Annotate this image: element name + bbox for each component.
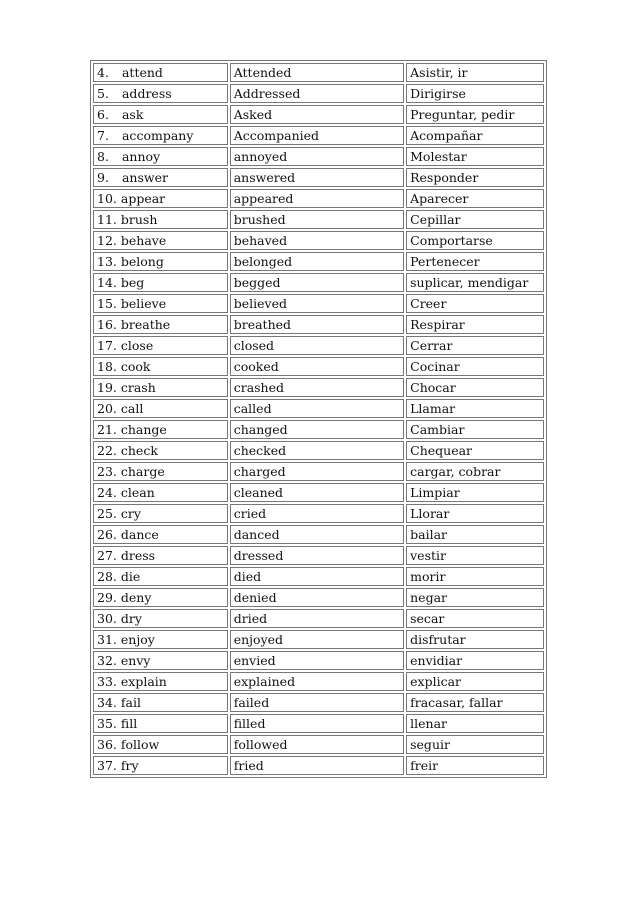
base-verb-cell — [93, 525, 228, 544]
table-row — [93, 189, 544, 208]
row-number: 19. — [97, 380, 117, 395]
past-tense-cell: begged — [230, 273, 404, 292]
base-verb: clean — [120, 485, 155, 500]
row-number: 32. — [97, 653, 117, 668]
row-number: 16. — [97, 317, 117, 332]
row-number: 22. — [97, 443, 117, 458]
table-row — [93, 546, 544, 565]
table-row — [93, 714, 544, 733]
base-verb: dry — [120, 611, 142, 626]
base-verb: die — [120, 569, 141, 584]
base-verb-cell — [93, 84, 228, 103]
base-verb-cell — [93, 63, 228, 82]
base-verb: envy — [120, 653, 151, 668]
base-verb: believe — [120, 296, 167, 311]
row-number: 26. — [97, 527, 117, 542]
spanish-translation-cell: suplicar, mendigar — [406, 273, 544, 292]
spanish-translation-cell: negar — [406, 588, 544, 607]
verb-table — [90, 60, 547, 778]
base-verb: behave — [120, 233, 167, 248]
row-number: 9. — [97, 170, 109, 185]
base-verb-cell — [93, 441, 228, 460]
row-number: 25. — [97, 506, 117, 521]
table-row — [93, 567, 544, 586]
spanish-translation-cell: vestir — [406, 546, 544, 565]
spanish-translation-cell: morir — [406, 567, 544, 586]
row-number: 35. — [97, 716, 117, 731]
spanish-translation-cell: Aparecer — [406, 189, 544, 208]
base-verb: answer — [121, 170, 168, 185]
spanish-translation-cell: Cambiar — [406, 420, 544, 439]
past-tense-cell: envied — [230, 651, 404, 670]
spanish-translation-cell: Asistir, ir — [406, 63, 544, 82]
spanish-translation-cell: freir — [406, 756, 544, 775]
base-verb: fry — [120, 758, 139, 773]
past-tense-cell: danced — [230, 525, 404, 544]
row-number: 34. — [97, 695, 117, 710]
table-row — [93, 588, 544, 607]
past-tense-cell: Attended — [230, 63, 404, 82]
base-verb-cell — [93, 714, 228, 733]
past-tense-cell: behaved — [230, 231, 404, 250]
base-verb-cell — [93, 756, 228, 775]
table-row — [93, 420, 544, 439]
row-number: 30. — [97, 611, 117, 626]
base-verb-cell — [93, 210, 228, 229]
base-verb-cell — [93, 399, 228, 418]
row-number: 8. — [97, 149, 109, 164]
table-row — [93, 693, 544, 712]
row-number: 12. — [97, 233, 117, 248]
base-verb: dance — [120, 527, 159, 542]
past-tense-cell: called — [230, 399, 404, 418]
spanish-translation-cell: fracasar, fallar — [406, 693, 544, 712]
spanish-translation-cell: Cerrar — [406, 336, 544, 355]
row-number: 6. — [97, 107, 109, 122]
row-number: 14. — [97, 275, 117, 290]
base-verb: follow — [120, 737, 160, 752]
row-number: 7. — [97, 128, 109, 143]
table-row — [93, 147, 544, 166]
row-number: 24. — [97, 485, 117, 500]
spanish-translation-cell: Dirigirse — [406, 84, 544, 103]
table-row — [93, 630, 544, 649]
base-verb: cook — [120, 359, 151, 374]
table-row — [93, 210, 544, 229]
spanish-translation-cell: Pertenecer — [406, 252, 544, 271]
row-number: 36. — [97, 737, 117, 752]
base-verb-cell — [93, 693, 228, 712]
base-verb: ask — [121, 107, 144, 122]
past-tense-cell: failed — [230, 693, 404, 712]
spanish-translation-cell: explicar — [406, 672, 544, 691]
spanish-translation-cell: Preguntar, pedir — [406, 105, 544, 124]
table-row — [93, 378, 544, 397]
base-verb-cell — [93, 378, 228, 397]
base-verb: breathe — [120, 317, 171, 332]
past-tense-cell: dried — [230, 609, 404, 628]
past-tense-cell: Asked — [230, 105, 404, 124]
past-tense-cell: Accompanied — [230, 126, 404, 145]
base-verb-cell — [93, 672, 228, 691]
spanish-translation-cell: secar — [406, 609, 544, 628]
row-number: 10. — [97, 191, 117, 206]
base-verb-cell — [93, 189, 228, 208]
table-row — [93, 84, 544, 103]
past-tense-cell: appeared — [230, 189, 404, 208]
table-row — [93, 315, 544, 334]
spanish-translation-cell: Creer — [406, 294, 544, 313]
table-row — [93, 63, 544, 82]
verb-table-body — [93, 63, 544, 775]
base-verb: address — [121, 86, 172, 101]
table-row — [93, 462, 544, 481]
base-verb: brush — [120, 212, 158, 227]
past-tense-cell: fried — [230, 756, 404, 775]
base-verb-cell — [93, 315, 228, 334]
base-verb-cell — [93, 252, 228, 271]
base-verb: fill — [120, 716, 138, 731]
table-row — [93, 609, 544, 628]
past-tense-cell: annoyed — [230, 147, 404, 166]
base-verb-cell — [93, 294, 228, 313]
spanish-translation-cell: disfrutar — [406, 630, 544, 649]
past-tense-cell: followed — [230, 735, 404, 754]
spanish-translation-cell: Limpiar — [406, 483, 544, 502]
past-tense-cell: checked — [230, 441, 404, 460]
base-verb-cell — [93, 588, 228, 607]
table-row — [93, 357, 544, 376]
base-verb-cell — [93, 504, 228, 523]
base-verb-cell — [93, 357, 228, 376]
past-tense-cell: Addressed — [230, 84, 404, 103]
past-tense-cell: belonged — [230, 252, 404, 271]
table-row — [93, 105, 544, 124]
past-tense-cell: charged — [230, 462, 404, 481]
base-verb-cell — [93, 567, 228, 586]
base-verb-cell — [93, 609, 228, 628]
base-verb-cell — [93, 273, 228, 292]
table-row — [93, 504, 544, 523]
table-row — [93, 441, 544, 460]
row-number: 4. — [97, 65, 109, 80]
row-number: 21. — [97, 422, 117, 437]
past-tense-cell: enjoyed — [230, 630, 404, 649]
past-tense-cell: filled — [230, 714, 404, 733]
table-row — [93, 483, 544, 502]
past-tense-cell: denied — [230, 588, 404, 607]
past-tense-cell: explained — [230, 672, 404, 691]
base-verb-cell — [93, 126, 228, 145]
past-tense-cell: cleaned — [230, 483, 404, 502]
base-verb: belong — [120, 254, 164, 269]
row-number: 18. — [97, 359, 117, 374]
spanish-translation-cell: Comportarse — [406, 231, 544, 250]
base-verb-cell — [93, 147, 228, 166]
row-number: 13. — [97, 254, 117, 269]
base-verb: check — [120, 443, 158, 458]
row-number: 17. — [97, 338, 117, 353]
row-number: 23. — [97, 464, 117, 479]
base-verb: fail — [120, 695, 141, 710]
base-verb: deny — [120, 590, 152, 605]
past-tense-cell: cried — [230, 504, 404, 523]
row-number: 15. — [97, 296, 117, 311]
base-verb: explain — [120, 674, 167, 689]
base-verb: annoy — [121, 149, 161, 164]
base-verb: dress — [120, 548, 156, 563]
row-number: 37. — [97, 758, 117, 773]
base-verb: charge — [120, 464, 165, 479]
base-verb-cell — [93, 168, 228, 187]
row-number: 11. — [97, 212, 117, 227]
spanish-translation-cell: Llorar — [406, 504, 544, 523]
spanish-translation-cell: llenar — [406, 714, 544, 733]
table-row — [93, 231, 544, 250]
table-row — [93, 168, 544, 187]
past-tense-cell: died — [230, 567, 404, 586]
spanish-translation-cell: Cepillar — [406, 210, 544, 229]
spanish-translation-cell: seguir — [406, 735, 544, 754]
spanish-translation-cell: envidiar — [406, 651, 544, 670]
past-tense-cell: dressed — [230, 546, 404, 565]
base-verb-cell — [93, 231, 228, 250]
past-tense-cell: breathed — [230, 315, 404, 334]
base-verb: enjoy — [120, 632, 155, 647]
base-verb: call — [120, 401, 144, 416]
base-verb-cell — [93, 336, 228, 355]
row-number: 33. — [97, 674, 117, 689]
row-number: 28. — [97, 569, 117, 584]
base-verb: beg — [120, 275, 145, 290]
base-verb: change — [120, 422, 167, 437]
past-tense-cell: changed — [230, 420, 404, 439]
row-number: 27. — [97, 548, 117, 563]
spanish-translation-cell: Acompañar — [406, 126, 544, 145]
base-verb-cell — [93, 735, 228, 754]
base-verb-cell — [93, 420, 228, 439]
base-verb: cry — [120, 506, 141, 521]
past-tense-cell: closed — [230, 336, 404, 355]
table-row — [93, 336, 544, 355]
spanish-translation-cell: bailar — [406, 525, 544, 544]
table-row — [93, 252, 544, 271]
base-verb: accompany — [121, 128, 194, 143]
spanish-translation-cell: Chequear — [406, 441, 544, 460]
base-verb: close — [120, 338, 154, 353]
base-verb: attend — [121, 65, 163, 80]
spanish-translation-cell: Chocar — [406, 378, 544, 397]
spanish-translation-cell: Responder — [406, 168, 544, 187]
base-verb-cell — [93, 651, 228, 670]
table-row — [93, 399, 544, 418]
table-row — [93, 651, 544, 670]
past-tense-cell: crashed — [230, 378, 404, 397]
past-tense-cell: cooked — [230, 357, 404, 376]
spanish-translation-cell: Cocinar — [406, 357, 544, 376]
table-row — [93, 756, 544, 775]
row-number: 31. — [97, 632, 117, 647]
row-number: 5. — [97, 86, 109, 101]
base-verb-cell — [93, 630, 228, 649]
past-tense-cell: believed — [230, 294, 404, 313]
past-tense-cell: brushed — [230, 210, 404, 229]
base-verb-cell — [93, 483, 228, 502]
table-row — [93, 126, 544, 145]
row-number: 29. — [97, 590, 117, 605]
table-row — [93, 294, 544, 313]
base-verb-cell — [93, 105, 228, 124]
table-row — [93, 735, 544, 754]
base-verb-cell — [93, 462, 228, 481]
spanish-translation-cell: Llamar — [406, 399, 544, 418]
table-row — [93, 273, 544, 292]
spanish-translation-cell: Respirar — [406, 315, 544, 334]
row-number: 20. — [97, 401, 117, 416]
spanish-translation-cell: cargar, cobrar — [406, 462, 544, 481]
base-verb: crash — [120, 380, 156, 395]
table-row — [93, 525, 544, 544]
spanish-translation-cell: Molestar — [406, 147, 544, 166]
table-row — [93, 672, 544, 691]
base-verb: appear — [120, 191, 166, 206]
base-verb-cell — [93, 546, 228, 565]
past-tense-cell: answered — [230, 168, 404, 187]
